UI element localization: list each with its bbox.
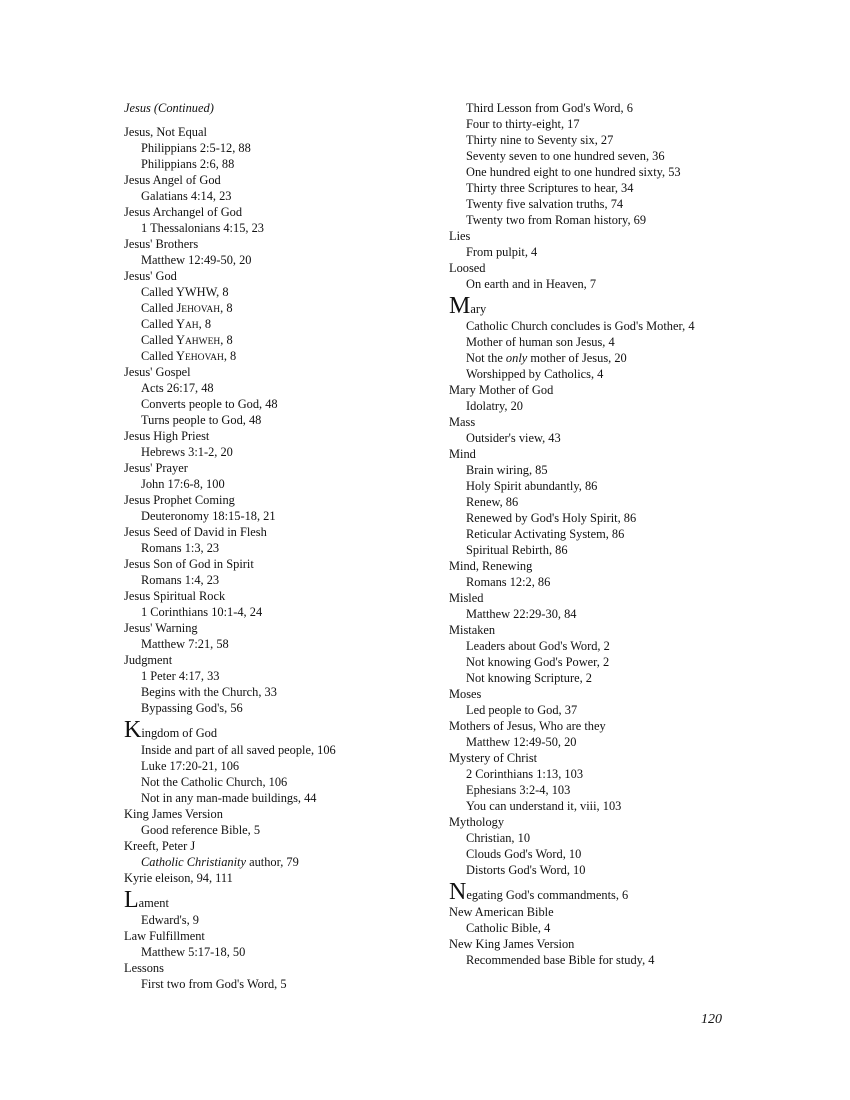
- index-entry: Jesus Angel of God: [124, 173, 221, 187]
- page-number: 120: [701, 1012, 722, 1027]
- index-entry: Jesus, Not Equal: [124, 125, 207, 139]
- index-entry: Misled: [449, 591, 484, 605]
- index-subentry: Matthew 7:21, 58: [141, 637, 229, 651]
- text-run: mother of Jesus, 20: [527, 351, 627, 365]
- index-subentry: Catholic Bible, 4: [466, 921, 551, 935]
- index-subentry: Good reference Bible, 5: [141, 823, 261, 837]
- index-subentry: Inside and part of all saved people, 106: [141, 743, 336, 757]
- index-subentry: Leaders about God's Word, 2: [466, 639, 610, 653]
- index-entry: Jesus Spiritual Rock: [124, 589, 226, 603]
- index-entry: Mind: [449, 447, 476, 461]
- index-subentry: Spiritual Rebirth, 86: [466, 543, 568, 557]
- index-subentry: Idolatry, 20: [466, 399, 524, 413]
- index-subentry: Not in any man-made buildings, 44: [141, 791, 317, 805]
- index-subentry: Not knowing Scripture, 2: [466, 671, 592, 685]
- index-subentry: Clouds God's Word, 10: [466, 847, 582, 861]
- index-entry: Mind, Renewing: [449, 559, 533, 573]
- index-entry: King James Version: [124, 807, 223, 821]
- index-entry: Jesus' Prayer: [124, 461, 188, 475]
- heading-text: ary: [470, 302, 487, 316]
- index-subentry: On earth and in Heaven, 7: [466, 277, 597, 291]
- index-subentry: Twenty five salvation truths, 74: [466, 197, 624, 211]
- index-entry: Jesus Seed of David in Flesh: [124, 525, 267, 539]
- index-entry: New King James Version: [449, 937, 575, 951]
- section-initial: N: [449, 879, 467, 905]
- index-entry: Mystery of Christ: [449, 751, 538, 765]
- index-entry: Moses: [449, 687, 482, 701]
- index-subentry: Deuteronomy 18:15-18, 21: [141, 509, 276, 523]
- index-subentry: Not the Catholic Church, 106: [141, 775, 288, 789]
- index-entry: New American Bible: [449, 905, 554, 919]
- index-subentry: Called YWHW, 8: [141, 285, 229, 299]
- index-subentry: Turns people to God, 48: [141, 413, 262, 427]
- index-entry: Mythology: [449, 815, 505, 829]
- index-subentry: Mother of human son Jesus, 4: [466, 335, 615, 349]
- index-entry: Mass: [449, 415, 476, 429]
- text-run: EHOVAH: [184, 353, 224, 363]
- index-entry: Judgment: [124, 653, 173, 667]
- index-entry: Jesus Prophet Coming: [124, 493, 235, 507]
- index-subentry: Matthew 12:49-50, 20: [466, 735, 577, 749]
- heading-text: ingdom of God: [141, 726, 218, 740]
- index-subentry: Acts 26:17, 48: [141, 381, 214, 395]
- text-run: only: [505, 351, 528, 365]
- index-subentry: Twenty two from Roman history, 69: [466, 213, 647, 227]
- index-subentry: Ephesians 3:2-4, 103: [466, 783, 571, 797]
- index-subentry: Led people to God, 37: [466, 703, 578, 717]
- index-subentry: Romans 12:2, 86: [466, 575, 551, 589]
- index-column-right: [449, 100, 769, 968]
- index-subentry: One hundred eight to one hundred sixty, 53: [466, 165, 681, 179]
- text-run: AH: [184, 321, 199, 331]
- index-subentry: Recommended base Bible for study, 4: [466, 953, 655, 967]
- index-entry: Jesus' Brothers: [124, 237, 199, 251]
- index-entry: Jesus Archangel of God: [124, 205, 243, 219]
- text-run: Catholic Christianity: [141, 855, 246, 869]
- section-initial: K: [124, 717, 142, 743]
- index-subentry: Matthew 12:49-50, 20: [141, 253, 252, 267]
- text-run: , 8: [198, 317, 212, 331]
- text-run: , 8: [220, 333, 233, 347]
- index-subentry: Third Lesson from God's Word, 6: [466, 101, 633, 115]
- index-subentry: Edward's, 9: [141, 913, 199, 927]
- index-subentry: Renewed by God's Holy Spirit, 86: [466, 511, 637, 525]
- index-subentry: Matthew 5:17-18, 50: [141, 945, 246, 959]
- index-subentry: Seventy seven to one hundred seven, 36: [466, 149, 665, 163]
- index-column-left: [124, 100, 444, 992]
- index-entry: Jesus' Gospel: [124, 365, 191, 379]
- index-subentry: 1 Corinthians 10:1-4, 24: [141, 605, 263, 619]
- index-subentry: Begins with the Church, 33: [141, 685, 277, 699]
- text-run: AHWEH: [184, 337, 221, 347]
- index-subentry: Philippians 2:5-12, 88: [141, 141, 251, 155]
- index-subentry: Romans 1:3, 23: [141, 541, 220, 555]
- index-subentry: 2 Corinthians 1:13, 103: [466, 767, 584, 781]
- index-subentry: Thirty three Scriptures to hear, 34: [466, 181, 634, 195]
- index-subentry: Brain wiring, 85: [466, 463, 548, 477]
- index-entry: Mistaken: [449, 623, 496, 637]
- index-entry: Lessons: [124, 961, 164, 975]
- index-subentry: Converts people to God, 48: [141, 397, 278, 411]
- index-subentry: Holy Spirit abundantly, 86: [466, 479, 598, 493]
- index-subentry: Philippians 2:6, 88: [141, 157, 235, 171]
- continued-heading: Jesus (Continued): [124, 101, 214, 115]
- index-entry: Jesus Son of God in Spirit: [124, 557, 254, 571]
- index-subentry: Hebrews 3:1-2, 20: [141, 445, 233, 459]
- index-subentry: Romans 1:4, 23: [141, 573, 220, 587]
- index-subentry: [124, 348, 444, 364]
- text-run: Called Y: [141, 333, 185, 347]
- index-subentry: [124, 316, 444, 332]
- index-entry: Jesus High Priest: [124, 429, 210, 443]
- index-subentry: Worshipped by Catholics, 4: [466, 367, 604, 381]
- index-entry: Mothers of Jesus, Who are they: [449, 719, 606, 733]
- index-subentry: Outsider's view, 43: [466, 431, 561, 445]
- index-entry: Mary Mother of God: [449, 383, 554, 397]
- index-letter-heading: [449, 294, 769, 318]
- index-subentry: 1 Thessalonians 4:15, 23: [141, 221, 264, 235]
- index-letter-heading: [124, 888, 444, 912]
- index-subentry: 1 Peter 4:17, 33: [141, 669, 220, 683]
- index-subentry: Luke 17:20-21, 106: [141, 759, 240, 773]
- index-entry: Kreeft, Peter J: [124, 839, 196, 853]
- text-run: Called Y: [141, 317, 185, 331]
- text-run: EHOVAH: [181, 305, 221, 315]
- index-entry: Kyrie eleison, 94, 111: [124, 871, 233, 885]
- index-subentry: First two from God's Word, 5: [141, 977, 287, 991]
- index-subentry: Matthew 22:29-30, 84: [466, 607, 577, 621]
- index-entry: Jesus' God: [124, 269, 177, 283]
- index-subentry: Four to thirty-eight, 17: [466, 117, 580, 131]
- index-entry: Loosed: [449, 261, 486, 275]
- index-letter-heading: [449, 880, 769, 904]
- index-subentry: [124, 332, 444, 348]
- index-subentry: Reticular Activating System, 86: [466, 527, 625, 541]
- index-subentry: From pulpit, 4: [466, 245, 538, 259]
- index-subentry: Bypassing God's, 56: [141, 701, 243, 715]
- index-subentry: Galatians 4:14, 23: [141, 189, 232, 203]
- text-run: , 8: [220, 301, 233, 315]
- text-run: , 8: [223, 349, 237, 363]
- index-subentry: Distorts God's Word, 10: [466, 863, 586, 877]
- index-subentry: [449, 350, 769, 366]
- text-run: author, 79: [245, 855, 299, 869]
- index-subentry: [124, 854, 444, 870]
- text-run: Called Y: [141, 349, 185, 363]
- index-entry: Jesus' Warning: [124, 621, 198, 635]
- index-entry: Lies: [449, 229, 471, 243]
- index-subentry: Catholic Church concludes is God's Mother, 4: [466, 319, 695, 333]
- index-entry: Law Fulfillment: [124, 929, 205, 943]
- index-subentry: Renew, 86: [466, 495, 519, 509]
- text-run: Not the: [466, 351, 506, 365]
- heading-text: ament: [138, 896, 169, 910]
- section-initial: M: [449, 293, 471, 319]
- heading-text: egating God's commandments, 6: [466, 888, 629, 902]
- section-initial: L: [124, 887, 139, 913]
- text-run: Called J: [141, 301, 182, 315]
- index-subentry: Thirty nine to Seventy six, 27: [466, 133, 614, 147]
- index-subentry: [124, 300, 444, 316]
- index-letter-heading: [124, 718, 444, 742]
- index-subentry: Christian, 10: [466, 831, 531, 845]
- index-subentry: You can understand it, viii, 103: [466, 799, 622, 813]
- index-subentry: Not knowing God's Power, 2: [466, 655, 610, 669]
- index-subentry: John 17:6-8, 100: [141, 477, 225, 491]
